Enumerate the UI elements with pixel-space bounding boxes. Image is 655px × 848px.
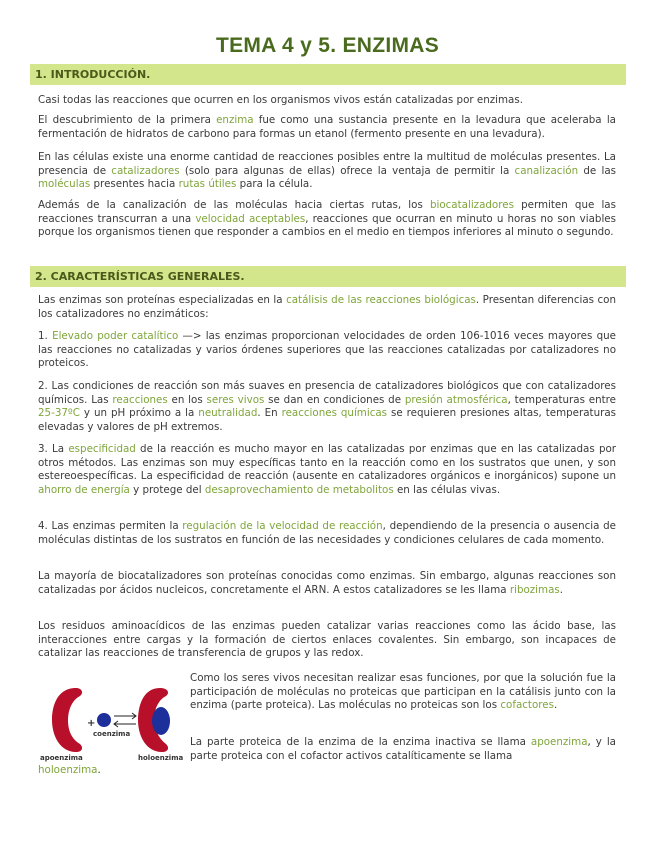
section-heading-caracteristicas: 2. CARACTERÍSTICAS GENERALES.: [30, 266, 626, 287]
paragraph-1: Casi todas las reacciones que ocurren en los organismos vivos están catalizadas por enzimas.: [38, 94, 523, 106]
paragraph-9: 4. Las enzimas permiten la regulación de la velocidad de reacción, dependiendo de la presencia o ausencia de moléculas distintas de los sustratos en función de las necesidades y condiciones celulares de cada momento.: [38, 520, 616, 546]
paragraph-7: 2. Las condiciones de reacción son más suaves en presencia de catalizadores biológicos que con catalizadores químicos. Las reacciones en los seres vivos se dan en condiciones de presión atmosférica, temperaturas entre 25-37ºC y un pH próximo a la neutralidad. En reacciones químicas se requieren presiones altas, temperaturas elevadas y valores de pH extremos.: [38, 380, 617, 433]
page-title: TEMA 4 y 5. ENZIMAS: [215, 34, 440, 57]
apoenzyme-shape: [52, 688, 82, 752]
arrow-forward: [114, 713, 136, 719]
paragraph-5: Las enzimas son proteínas especializadas en la catálisis de las reacciones biológicas. Presentan diferencias con los catalizadores no enzimáticos:: [38, 294, 616, 320]
coenzyme-ball: [97, 713, 111, 727]
paragraph-13: La parte proteica de la enzima de la enzima inactiva se llama apoenzima, y la parte proteica con el cofactor activos catalíticamente se llama: [190, 736, 616, 762]
paragraph-4: Además de la canalización de las moléculas hacia ciertas rutas, los biocatalizadores permiten que las reacciones transcurran a una velocidad aceptables, reacciones que ocurran en minuto u horas no son viables porque los organismos tienen que responder a cambios en el medio en tiempos inferiores al minuto o segundo.: [38, 199, 616, 239]
paragraph-2: El descubrimiento de la primera enzima fue como una sustancia presente en la levadura que aceleraba la fermentación de hidratos de carbono para formas un etanol (fermento presente en una levadura).: [38, 114, 616, 140]
holoenzyme-coenzyme: [152, 707, 170, 735]
arrow-back: [114, 721, 136, 727]
enzyme-diagram: [40, 680, 185, 765]
apoenzyme-holoenzyme-figure: [40, 680, 185, 765]
apoenzima-label: apoenzima: [40, 754, 83, 762]
paragraph-10: La mayoría de biocatalizadores son proteínas conocidas como enzimas. Sin embargo, algunas reacciones son catalizadas por ácidos nucleicos, concretamente el ARN. A estos catalizadores se les llama ribozimas.: [38, 570, 616, 596]
section-heading-introduccion: 1. INTRODUCCIÓN.: [30, 64, 626, 85]
paragraph-3: En las células existe una enorme cantidad de reacciones posibles entre la multitud de moléculas presentes. La presencia de catalizadores (solo para algunas de ellas) ofrece la ventaja de permitir la canalización de las moléculas presentes hacia rutas útiles para la célula.: [38, 151, 617, 191]
holoenzima-label: holoenzima: [138, 754, 184, 762]
paragraph-6: 1. Elevado poder catalítico —> las enzimas proporcionan velocidades de orden 106-1016 veces mayores que las reacciones no catalizadas y varios órdenes superiores que las reacciones catalizadas por catalizadores no proteicos.: [38, 330, 617, 370]
paragraph-8: 3. La especificidad de la reacción es mucho mayor en las catalizadas por enzimas que en las catalizadas por otros métodos. Las enzimas son muy específicas tanto en la reacción como en los sustratos que unen, y son estereoespecíficas. La especificidad de reacción (ausente en catalizadores orgánicos e inorgánicos) supone un ahorro de energía y protege del desaprovechamiento de metabolitos en las células vivas.: [38, 443, 617, 496]
plus-sign: +: [87, 718, 96, 729]
coenzima-label: coenzima: [93, 730, 131, 738]
paragraph-11: Los residuos aminoacídicos de las enzimas pueden catalizar varias reacciones como las ácido base, las interacciones entre cargas y la formación de ciertos enlaces covalentes. Sin embargo, son incapaces de catalizar las reacciones de transferencia de grupos y las redox.: [38, 620, 616, 660]
paragraph-14: holoenzima.: [38, 764, 101, 776]
paragraph-12: Como los seres vivos necesitan realizar esas funciones, por que la solución fue la participación de moléculas no proteicas que participan en la catálisis junto con la enzima (parte proteica). Las moléculas no proteicas son los cofactores.: [190, 672, 616, 712]
